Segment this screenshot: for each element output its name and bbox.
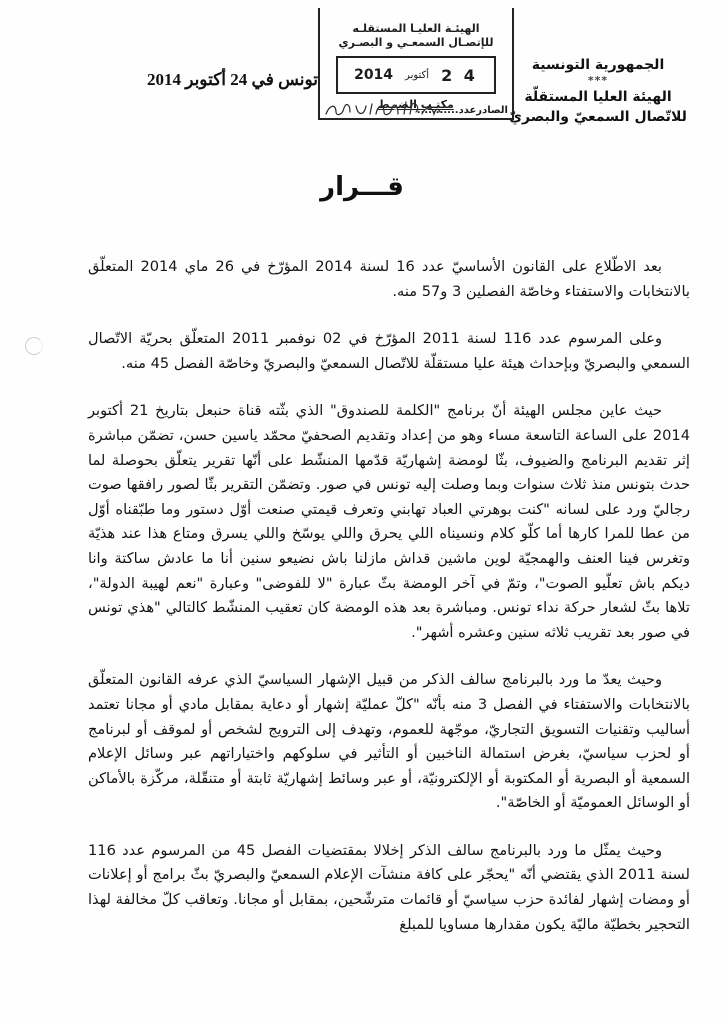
header-separator: *** <box>587 74 609 87</box>
institution-header <box>498 55 698 127</box>
paragraph-legal-basis-law: بعد الاطّلاع على القانون الأساسيّ عدد 16 لسنة 2014 المؤرّخ في 26 ماي 2014 المتعلّق بالانتخابات والاستفتاء وخاصّة الفصلين 3 و57 منه. <box>88 258 690 300</box>
stamp-date-year: 2014 <box>354 67 394 83</box>
registry-stamp <box>318 8 514 120</box>
country-name: الجمهورية التونسية <box>531 57 665 73</box>
stamp-date-month: أكتوبر <box>405 69 430 81</box>
city-and-date: تونس في 24 أكتوبر 2014 <box>146 70 318 89</box>
paragraph-legal-basis-decree: وعلى المرسوم عدد 116 لسنة 2011 المؤرّخ في 02 نوفمبر 2011 المتعلّق بحريّة الاتّصال السمعي والبصريّ وبإحداث هيئة عليا مستقلّة للاتّصال السمعيّ والبصريّ وخاصّة الفصل 45 منه. <box>88 330 690 372</box>
stamp-date-box <box>336 56 496 94</box>
stamp-date-day: 2 4 <box>441 65 478 85</box>
decision-body <box>88 255 690 960</box>
stamp-authority-line2: للإتصـال السمعـي و البصـري <box>338 36 494 49</box>
stamp-outgoing-number-label: الصادرعدد........... <box>320 104 512 120</box>
paragraph-violation: وحيث يمثّل ما ورد بالبرنامج سالف الذكر إخلالا بمقتضيات الفصل 45 من المرسوم عدد 116 لسنة 2011 الذي يقتضي أنّه "يحجّر على كافة منشآت الإعلام السمعيّ والبصريّ بثّ برامج أو إعلانات أو ومضات إشهار لفائدة حزب سياسيّ أو قائمات مترشّحين، بمقابل أو مجانا. وتعاقب كلّ مخالفة لهذا التحجير بخطيّة ماليّة يكون مقدارها مساويا للمبلغ <box>88 841 690 933</box>
paragraph-findings: حيث عاين مجلس الهيئة أنّ برنامج "الكلمة للصندوق" الذي بثّته قناة حنبعل بتاريخ 21 أكتوبر 2014 على الساعة التاسعة مساء وهو من إعداد وتقديم الصحفيّ محمّد ياسين حسن، تضمّن مباشرة إثر تقديم البرنامج والضيوف، بثّا لومضة إشهاريّة قدّمها المنشّط على أنّها تقرير يتعلّق بحوصلة لما حدث بتونس منذ ثلاث سنوات وبما وصلت إليه تونس في صور. وتضمّن التقرير بثّا لصور رافقها صوت رجاليّ ورد على لسانه "كنت بوهرتي العباد تهابني وتعرف قيمتي صنعت أوّل دستور وما طبّقناه أوّل من عطا للمرا كارها أما كلّو كلام ونسيناه اللي يحرق واللي يوسّخ واللي يسرق ومتاع هذا عند هذيّة وتغرس فينا العنف والهمجيّة لوين ماشين قداش مازلنا باش نضيعو سنين أنا ما عادش ساكتة وانا ديكم باش تعلّيو الصوت"، وتمّ في آخر الومضة بثّ عبارة "لا للفوضى" وعبارة "نعم لهيبة الدولة"، تلاها بثّ لشعار حركة نداء تونس. ومباشرة بعد هذه الومضة كان تعقيب المنشّط كالتالي "هذي تونس في صور بعد تقريب ثلاثه سنين وعشره أشهر". <box>88 402 690 641</box>
handwritten-signature-icon <box>322 98 442 120</box>
paragraph-political-advertising: وحيث يعدّ ما ورد بالبرنامج سالف الذكر من قبيل الإشهار السياسيّ الذي عرفه القانون المتعلّق بالانتخابات والاستفتاء في الفصل 3 منه بأنّه "كلّ عمليّة إشهار أو دعاية بمقابل مادي أو مجانا تعتمد أساليب وتقنيات التسويق التجاريّ، موجّهة للعموم، وتهدف إلى الترويج لشخص أو لموقف أو لبرنامج أو لحزب سياسيّ، بغرض استمالة الناخبين أو التأثير في سلوكهم واختياراتهم عبر وسائل الإعلام السمعية أو البصرية أو المكتوبة أو الإلكترونيّة، أو عبر وسائط إشهاريّة ثابتة أو متنقّلة، مركّزة بالأماكن أو الوسائل العموميّة أو الخاصّة". <box>88 671 690 812</box>
punch-hole-mark <box>25 337 43 355</box>
authority-name-line1: الهيئة العليا المستقلّة <box>524 89 672 105</box>
authority-name-line2: للاتّصال السمعيّ والبصريّ <box>509 109 687 125</box>
stamp-authority-line1: الهيئـة العليـا المستقلـه <box>352 22 480 35</box>
decision-title: قـــرار <box>320 172 404 202</box>
stamp-office-label: مكتـب الضبـط <box>378 98 454 111</box>
